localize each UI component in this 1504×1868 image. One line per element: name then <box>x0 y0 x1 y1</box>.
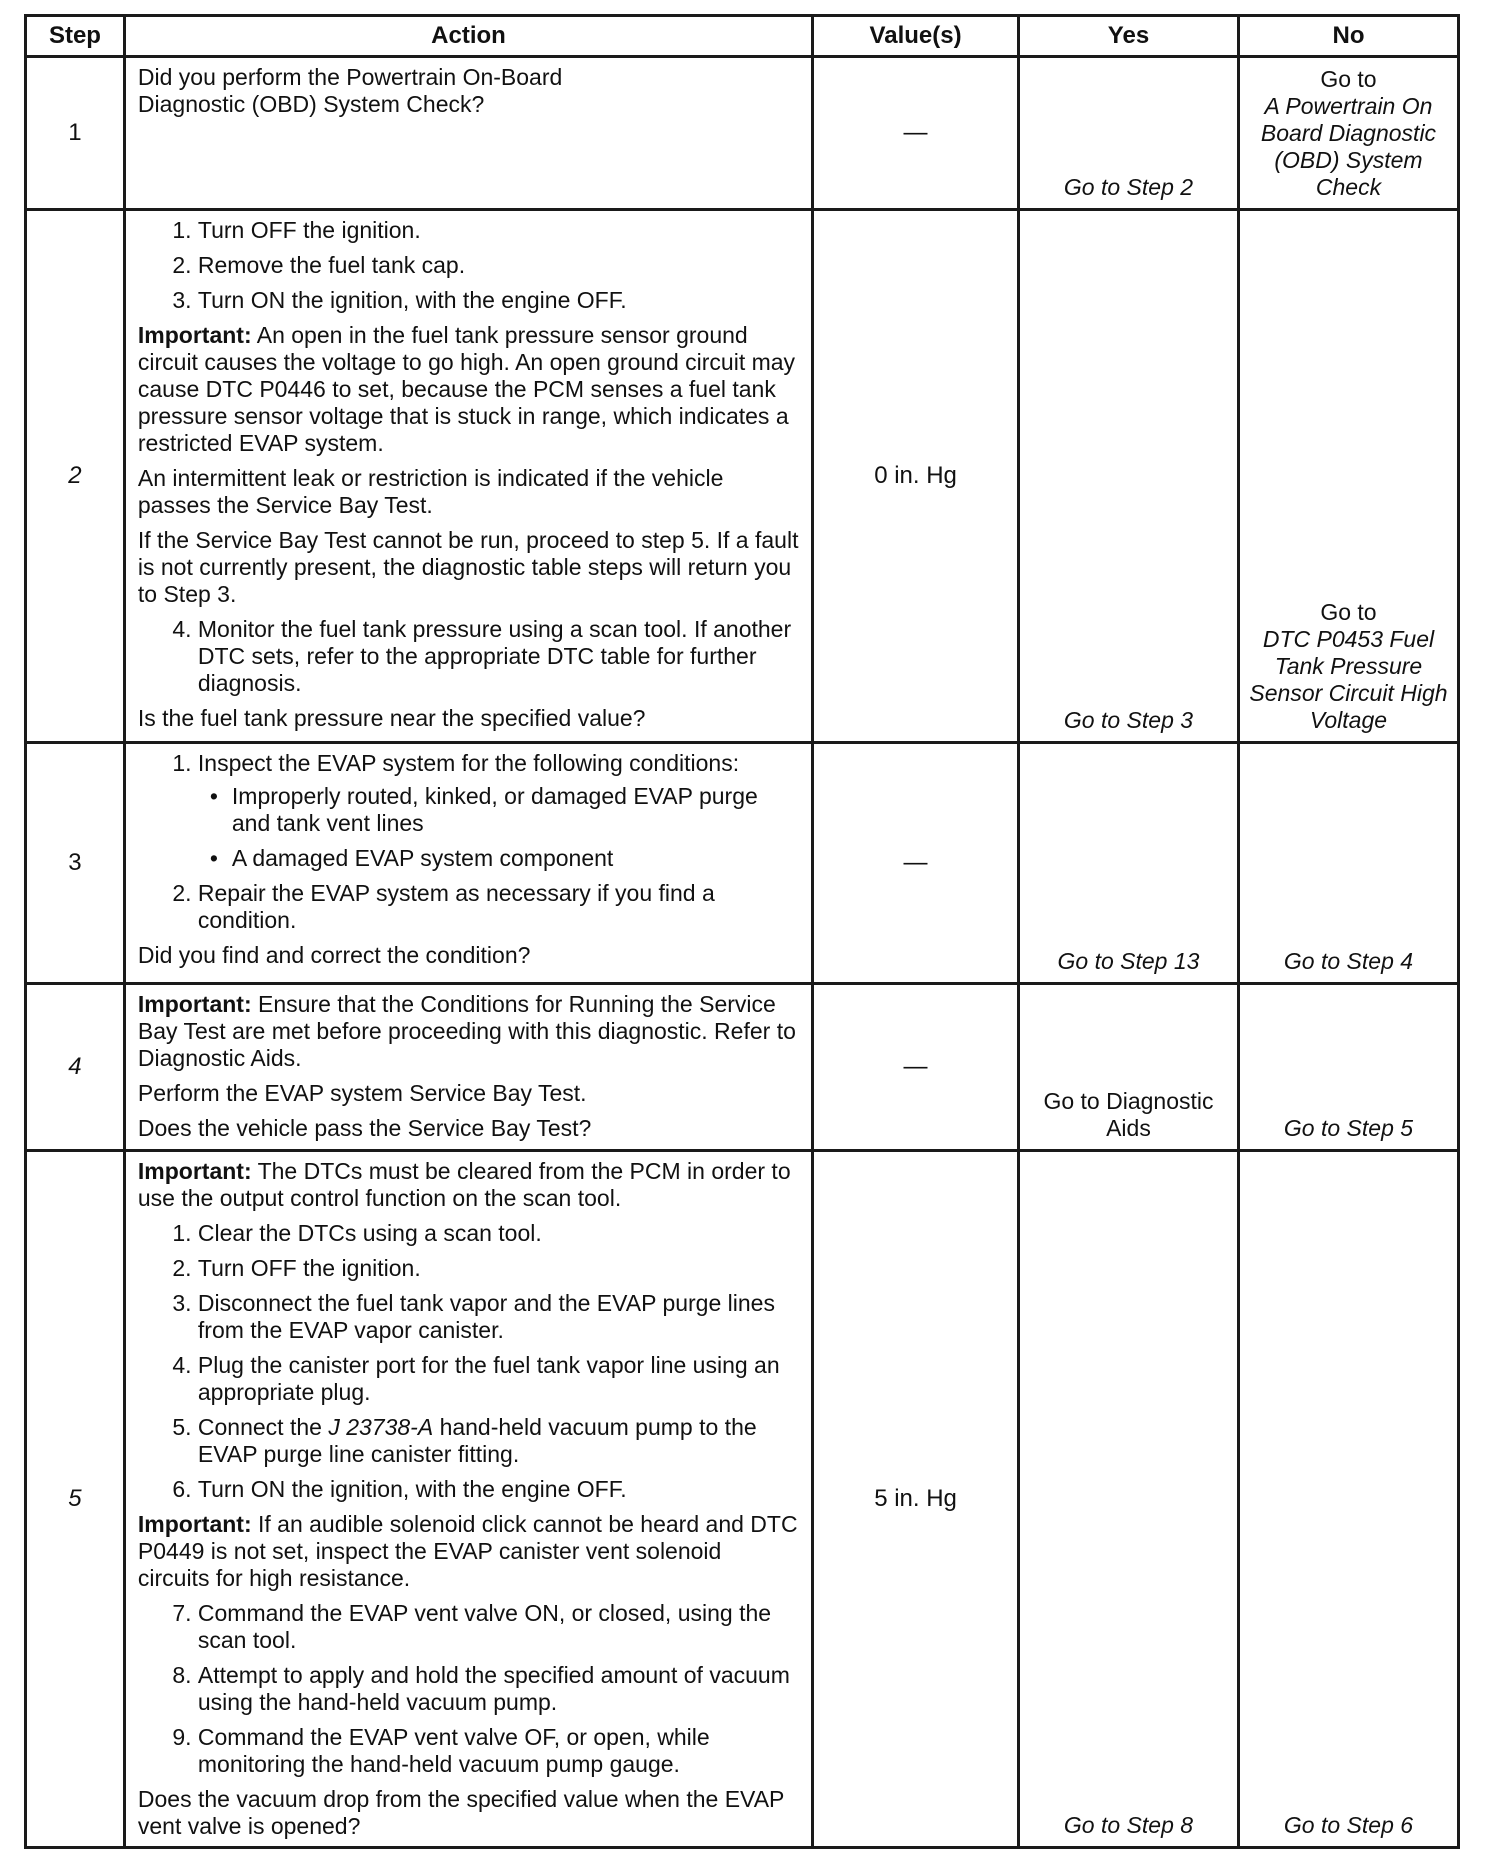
important-note <box>138 991 799 1072</box>
diagnostic-table <box>24 14 1460 1849</box>
no-prefix: Go to <box>1320 66 1377 92</box>
procedure-list <box>138 750 799 934</box>
action-cell <box>124 210 812 743</box>
diagnostic-table-page <box>24 14 1460 1849</box>
no-cell <box>1238 57 1458 210</box>
important-note <box>138 1158 799 1212</box>
header-action: Action <box>124 16 812 57</box>
step-number: 2 <box>26 210 125 743</box>
list-item: 5. Connect the J 23738-A hand-held vacuum pump to the EVAP purge line canister fitting. <box>198 1414 799 1468</box>
important-text: If an audible solenoid click cannot be heard and DTC P0449 is not set, inspect the EVAP canister vent solenoid circuits for high resistance. <box>137 1511 798 1591</box>
header-yes: Yes <box>1018 16 1238 57</box>
list-item: 2. Turn OFF the ignition. <box>198 1255 799 1282</box>
procedure-list <box>138 1600 799 1778</box>
table-row <box>26 984 1459 1151</box>
yes-link[interactable]: Go to Diagnostic Aids <box>1018 984 1238 1151</box>
list-item: 3. Turn ON the ignition, with the engine OFF. <box>198 287 799 314</box>
list-item: 4. Monitor the fuel tank pressure using a scan tool. If another DTC sets, refer to the appropriate DTC table for further diagnosis. <box>198 616 799 697</box>
question-text: Does the vehicle pass the Service Bay Test? <box>137 1115 592 1141</box>
question-text: Did you perform the Powertrain On-Board Diagnostic (OBD) System Check? <box>137 64 563 117</box>
no-link[interactable]: DTC P0453 Fuel Tank Pressure Sensor Circuit High Voltage <box>1249 626 1448 733</box>
table-row <box>26 57 1459 210</box>
list-item: 6. Turn ON the ignition, with the engine OFF. <box>198 1476 799 1503</box>
list-item: 1. Turn OFF the ignition. <box>198 217 799 244</box>
bullet-item: • Improperly routed, kinked, or damaged EVAP purge and tank vent lines <box>232 783 799 837</box>
question-text: Did you find and correct the condition? <box>137 942 531 968</box>
value-cell: — <box>813 743 1019 984</box>
procedure-list <box>138 616 799 697</box>
step-number: 5 <box>26 1151 125 1848</box>
bullet-list <box>198 783 799 872</box>
table-row <box>26 743 1459 984</box>
important-note <box>138 322 799 457</box>
value-cell: — <box>813 57 1019 210</box>
list-item: 8. Attempt to apply and hold the specified amount of vacuum using the hand-held vacuum pump. <box>198 1662 799 1716</box>
info-paragraph: An intermittent leak or restriction is indicated if the vehicle passes the Service Bay Test. <box>137 465 724 518</box>
info-paragraph: If the Service Bay Test cannot be run, proceed to step 5. If a fault is not currently present, the diagnostic table steps will return you to Step 3. <box>137 527 799 607</box>
action-cell <box>124 984 812 1151</box>
value-cell: 0 in. Hg <box>813 210 1019 743</box>
list-item: 4. Plug the canister port for the fuel tank vapor line using an appropriate plug. <box>198 1352 799 1406</box>
important-label: Important: <box>137 991 252 1017</box>
value-cell: — <box>813 984 1019 1151</box>
important-note <box>138 1511 799 1592</box>
list-item: 1. Inspect the EVAP system for the following conditions: • Improperly routed, kinked, or damaged EVAP purge and tank vent lines • A damaged EVAP system component <box>198 750 799 872</box>
important-text: An open in the fuel tank pressure sensor ground circuit causes the voltage to go high. An open ground circuit may cause DTC P0446 to set, because the PCM senses a fuel tank pressure sensor voltage that is stuck in range, which indicates a restricted EVAP system. <box>137 322 796 456</box>
list-item: 2. Repair the EVAP system as necessary if you find a condition. <box>198 880 799 934</box>
no-cell <box>1238 210 1458 743</box>
value-cell: 5 in. Hg <box>813 1151 1019 1848</box>
step-number: 4 <box>26 984 125 1151</box>
list-item: 2. Remove the fuel tank cap. <box>198 252 799 279</box>
action-cell <box>124 743 812 984</box>
no-prefix: Go to <box>1320 599 1377 625</box>
no-link[interactable]: Go to Step 5 <box>1238 984 1458 1151</box>
header-row <box>26 16 1459 57</box>
list-item: 9. Command the EVAP vent valve OF, or open, while monitoring the hand-held vacuum pump gauge. <box>198 1724 799 1778</box>
yes-link[interactable]: Go to Step 8 <box>1018 1151 1238 1848</box>
procedure-list <box>138 1220 799 1503</box>
question-text: Does the vacuum drop from the specified value when the EVAP vent valve is opened? <box>137 1786 784 1839</box>
header-values: Value(s) <box>813 16 1019 57</box>
important-label: Important: <box>137 1158 252 1184</box>
important-text: The DTCs must be cleared from the PCM in order to use the output control function on the scan tool. <box>137 1158 791 1211</box>
no-link[interactable]: Go to Step 6 <box>1238 1151 1458 1848</box>
question-text: Is the fuel tank pressure near the specified value? <box>137 705 646 731</box>
header-step: Step <box>26 16 125 57</box>
no-link[interactable]: Go to Step 4 <box>1238 743 1458 984</box>
step-number: 3 <box>26 743 125 984</box>
header-no: No <box>1238 16 1458 57</box>
important-text: Ensure that the Conditions for Running the Service Bay Test are met before proceeding with this diagnostic. Refer to Diagnostic Aids. <box>137 991 796 1071</box>
step-number: 1 <box>26 57 125 210</box>
list-item: 1. Clear the DTCs using a scan tool. <box>198 1220 799 1247</box>
yes-link[interactable]: Go to Step 2 <box>1018 57 1238 210</box>
important-label: Important: <box>137 1511 252 1537</box>
important-label: Important: <box>137 322 252 348</box>
tool-reference: J 23738-A <box>328 1414 434 1440</box>
list-item: 7. Command the EVAP vent valve ON, or closed, using the scan tool. <box>198 1600 799 1654</box>
action-cell <box>124 57 812 210</box>
procedure-list <box>138 217 799 314</box>
table-row <box>26 210 1459 743</box>
yes-link[interactable]: Go to Step 13 <box>1018 743 1238 984</box>
info-paragraph: Perform the EVAP system Service Bay Test. <box>137 1080 587 1106</box>
bullet-item: • A damaged EVAP system component <box>232 845 799 872</box>
table-row <box>26 1151 1459 1848</box>
yes-link[interactable]: Go to Step 3 <box>1018 210 1238 743</box>
no-link[interactable]: A Powertrain On Board Diagnostic (OBD) System Check <box>1260 93 1437 200</box>
list-item: 3. Disconnect the fuel tank vapor and the EVAP purge lines from the EVAP vapor canister. <box>198 1290 799 1344</box>
action-cell <box>124 1151 812 1848</box>
